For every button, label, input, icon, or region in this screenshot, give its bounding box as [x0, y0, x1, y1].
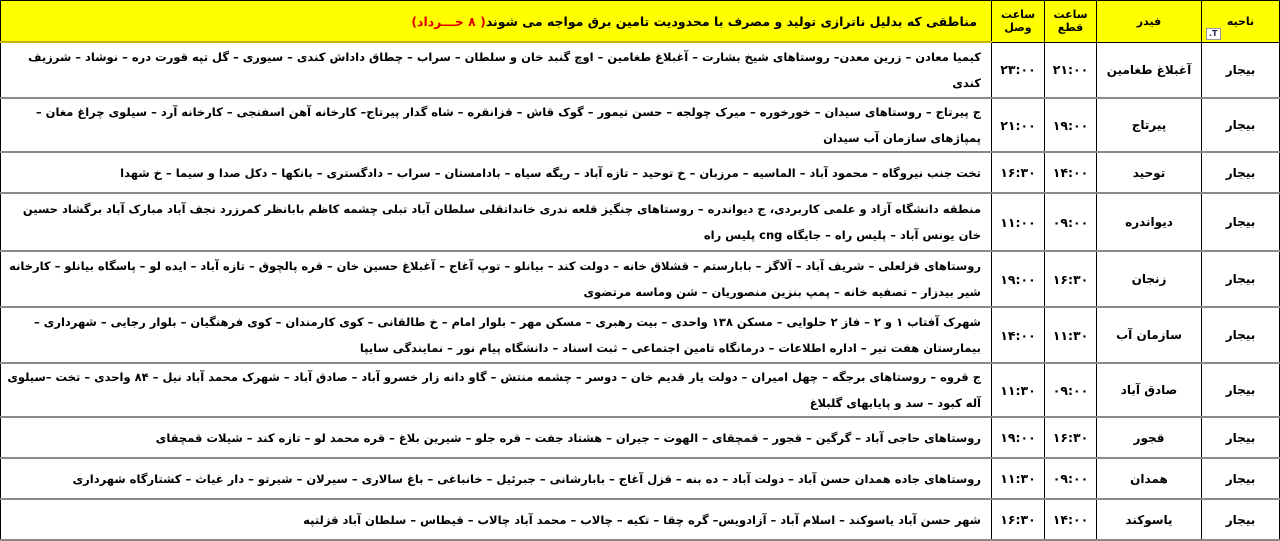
cell-cut-time: ۰۹:۰۰ — [1045, 363, 1097, 417]
cell-areas: کیمیا معادن – زرین معدن– روستاهای شیخ بشارت – آغبلاغ طغامین – اوچ گنبد خان و سلطان – سراب – چطاق داداش کندی – سیوری – گل تپه قورت دره – نوشاد – شرزیف کندی — [1, 42, 992, 98]
cell-connect-time: ۲۳:۰۰ — [992, 42, 1045, 98]
header-region[interactable] — [1202, 1, 1280, 43]
cell-feeder: توحید — [1097, 152, 1202, 193]
cell-connect-time: ۲۱:۰۰ — [992, 98, 1045, 152]
cell-areas: منطقه دانشگاه آزاد و علمی کاربردی، ج دیواندره – روستاهای چنگیز قلعه ندری خانداتقلی سلطان آباد تبلی چشمه کاظم بابانظر کمرزرد نجف آباد مبارک آباد برگشاد حسین خان یونس آباد – پلیس راه – جایگاه cng پلیس راه — [1, 193, 992, 251]
cell-connect-time: ۱۱:۳۰ — [992, 458, 1045, 499]
cell-region: بیجار — [1202, 499, 1280, 540]
page-title: مناطقی که بدلیل ناترازی تولید و مصرف با محدودیت تامین برق مواجه می شوند — [485, 13, 977, 29]
filter-dropdown-icon[interactable]: T. — [1206, 28, 1221, 40]
cell-connect-time: ۱۹:۰۰ — [992, 417, 1045, 458]
cell-connect-time: ۱۱:۰۰ — [992, 193, 1045, 251]
header-region-label: ناحیه — [1226, 14, 1255, 28]
cell-region: بیجار — [1202, 458, 1280, 499]
cell-areas: روستاهای جاده همدان حسن آباد – دولت آباد – ده بنه – قزل آغاج – بابارشانی – جبرئیل – خانباغی – باغ سالاری – سیرلان – شیرتو – دار غیاث – کشتارگاه شهرداری — [1, 458, 992, 499]
table-row — [1, 417, 1280, 458]
cell-connect-time: ۱۶:۳۰ — [992, 152, 1045, 193]
cell-cut-time: ۱۴:۰۰ — [1045, 499, 1097, 540]
table-row — [1, 193, 1280, 251]
table-row — [1, 98, 1280, 152]
cell-region: بیجار — [1202, 98, 1280, 152]
cell-cut-time: ۱۱:۳۰ — [1045, 307, 1097, 363]
cell-region: بیجار — [1202, 251, 1280, 307]
cell-feeder: آغبلاغ طغامین — [1097, 42, 1202, 98]
table-row — [1, 499, 1280, 540]
table-row — [1, 42, 1280, 98]
header-title — [1, 1, 992, 43]
cell-feeder: دیواندره — [1097, 193, 1202, 251]
cell-cut-time: ۱۶:۳۰ — [1045, 417, 1097, 458]
cell-areas: تخت جنب نیروگاه – محمود آباد – الماسیه – مرزبان – خ توحید – تازه آباد – ریگه سیاه – بادامستان – سراب – دادگستری – بانکها – دکل صدا و سیما – خ شهدا — [1, 152, 992, 193]
cell-region: بیجار — [1202, 42, 1280, 98]
cell-region: بیجار — [1202, 193, 1280, 251]
cell-connect-time: ۱۶:۳۰ — [992, 499, 1045, 540]
cell-areas: ج پیرتاج – روستاهای سیدان – خورخوره – میرک چولجه – حسن تیمور – گوک قاش – قزانقره – شاه گدار پیرتاج– کارخانه آهن اسفنجی – کارخانه آرد – سیلوی چراغ مغان – پمپاژهای سازمان آب سیدان — [1, 98, 992, 152]
cell-feeder: صادق آباد — [1097, 363, 1202, 417]
table-row — [1, 307, 1280, 363]
cell-areas: ج قروه – روستاهای برجگه – چهل امیران – دولت یار قدیم خان – دوسر – چشمه منتش – گاو دانه زار خسرو آباد – صادق آباد – شهرک محمد آباد نیل – ۸۴ واحدی – تخت –سیلوی آله کبود – سد و پایابهای گلبلاغ — [1, 363, 992, 417]
cell-cut-time: ۰۹:۰۰ — [1045, 458, 1097, 499]
header-cut-time: ساعت قطع — [1045, 1, 1097, 43]
cell-region: بیجار — [1202, 307, 1280, 363]
cell-areas: روستاهای حاجی آباد – گرگین – قجور – قمچقای – الهوت – جیران – هشتاد جفت – قره جلو – شیرین بلاغ – قره محمد لو – تازه کند – شیلات قمچقای — [1, 417, 992, 458]
cell-feeder: یاسوکند — [1097, 499, 1202, 540]
cell-feeder: زنجان — [1097, 251, 1202, 307]
cell-cut-time: ۲۱:۰۰ — [1045, 42, 1097, 98]
table-row — [1, 363, 1280, 417]
cell-feeder: سازمان آب — [1097, 307, 1202, 363]
cell-feeder: قجور — [1097, 417, 1202, 458]
cell-areas: شهر حسن آباد یاسوکند – اسلام آباد – آزادویس– گره چقا – تکیه – چالاب – محمد آباد چالاب – قیطاس – سلطان آباد قزلتپه — [1, 499, 992, 540]
cell-connect-time: ۱۹:۰۰ — [992, 251, 1045, 307]
header-connect-time: ساعت وصل — [992, 1, 1045, 43]
header-row — [1, 1, 1280, 43]
header-feeder: فیدر — [1097, 1, 1202, 43]
cell-cut-time: ۱۴:۰۰ — [1045, 152, 1097, 193]
cell-connect-time: ۱۴:۰۰ — [992, 307, 1045, 363]
title-date: ( ۸ خـــرداد) — [411, 13, 486, 29]
cell-connect-time: ۱۱:۳۰ — [992, 363, 1045, 417]
cell-areas: شهرک آفتاب ۱ و ۲ – فاز ۲ حلوایی – مسکن ۱۳۸ واحدی – بیت رهبری – مسکن مهر – بلوار امام – خ طالقانی – کوی کارمندان – کوی فرهنگیان – بلوار رجایی – شهرداری – بیمارستان هفت تیر – اداره اطلاعات – درمانگاه تامین اجتماعی – ثبت اسناد – دانشگاه پیام نور – نمایندگی سایپا — [1, 307, 992, 363]
cell-region: بیجار — [1202, 363, 1280, 417]
table-row — [1, 251, 1280, 307]
cell-cut-time: ۱۹:۰۰ — [1045, 98, 1097, 152]
cell-feeder: پیرتاج — [1097, 98, 1202, 152]
cell-region: بیجار — [1202, 152, 1280, 193]
cell-feeder: همدان — [1097, 458, 1202, 499]
cell-cut-time: ۱۶:۳۰ — [1045, 251, 1097, 307]
table-row — [1, 458, 1280, 499]
cell-region: بیجار — [1202, 417, 1280, 458]
cell-areas: روستاهای قزلعلی – شریف آباد – آلاگز – بابارستم – قشلاق خانه – دولت کند – بیانلو – توپ آغاج – آغبلاغ حسین خان – قره پالچوق – تازه آباد – ایده لو – پاسگاه بیانلو – کارخانه شیر بیدزار – تصفیه خانه – پمپ بنزین منصوریان – شن وماسه مرتضوی — [1, 251, 992, 307]
table-row — [1, 152, 1280, 193]
cell-cut-time: ۰۹:۰۰ — [1045, 193, 1097, 251]
